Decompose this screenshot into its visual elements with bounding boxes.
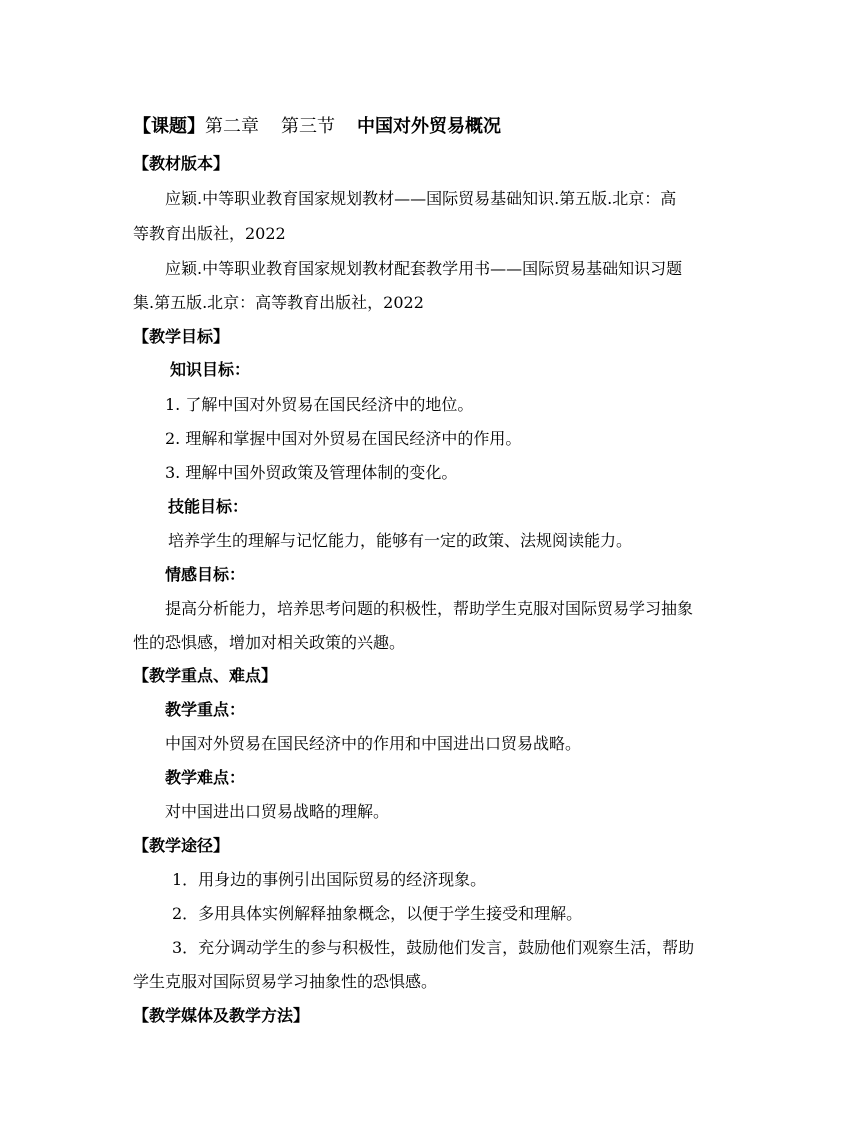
- focus-text: 中国对外贸易在国民经济中的作用和中国进出口贸易战略。: [165, 734, 582, 753]
- textbook-ref2-line2: 集.第五版.北京：高等教育出版社，2022: [133, 293, 424, 312]
- keypoints-heading: 【教学重点、难点】: [133, 666, 278, 685]
- knowledge-heading: 知识目标：: [170, 360, 251, 379]
- objectives-heading: 【教学目标】: [133, 327, 230, 346]
- textbook-ref2-line1: 应颖.中等职业教育国家规划教材配套教学用书——国际贸易基础知识习题: [165, 259, 683, 278]
- knowledge-item: 1. 了解中国对外贸易在国民经济中的地位。: [165, 395, 474, 414]
- textbook-ref1-line2: 等教育出版社，2022: [133, 224, 286, 243]
- skill-text: 培养学生的理解与记忆能力，能够有一定的政策、法规阅读能力。: [168, 531, 633, 550]
- skill-heading: 技能目标：: [168, 497, 249, 516]
- textbook-heading: 【教材版本】: [133, 154, 230, 173]
- focus-heading: 教学重点：: [165, 700, 246, 719]
- title-chapter: 第二章: [205, 116, 259, 137]
- approach-item2: 2．多用具体实例解释抽象概念，以便于学生接受和理解。: [172, 904, 583, 923]
- title-topic: 中国对外贸易概况: [357, 116, 501, 137]
- title-label: 【课题】: [133, 116, 205, 137]
- approach-heading: 【教学途径】: [133, 836, 230, 855]
- emotion-line1: 提高分析能力，培养思考问题的积极性，帮助学生克服对国际贸易学习抽象: [165, 599, 694, 618]
- difficulty-text: 对中国进出口贸易战略的理解。: [165, 802, 390, 821]
- knowledge-item: 2. 理解和掌握中国对外贸易在国民经济中的作用。: [165, 429, 522, 448]
- emotion-heading: 情感目标：: [165, 565, 246, 584]
- textbook-ref1-line1: 应颖.中等职业教育国家规划教材——国际贸易基础知识.第五版.北京：高: [165, 189, 677, 208]
- approach-item3-line2: 学生克服对国际贸易学习抽象性的恐惧感。: [133, 972, 438, 991]
- approach-item3-line1: 3．充分调动学生的参与积极性，鼓励他们发言，鼓励他们观察生活，帮助: [172, 938, 695, 957]
- emotion-line2: 性的恐惧感，增加对相关政策的兴趣。: [133, 633, 406, 652]
- approach-item1: 1．用身边的事例引出国际贸易的经济现象。: [172, 870, 487, 889]
- title-section: 第三节: [281, 116, 335, 137]
- media-heading: 【教学媒体及教学方法】: [133, 1006, 310, 1025]
- lesson-title: [133, 116, 501, 138]
- knowledge-item: 3. 理解中国外贸政策及管理体制的变化。: [165, 463, 458, 482]
- difficulty-heading: 教学难点：: [165, 768, 246, 787]
